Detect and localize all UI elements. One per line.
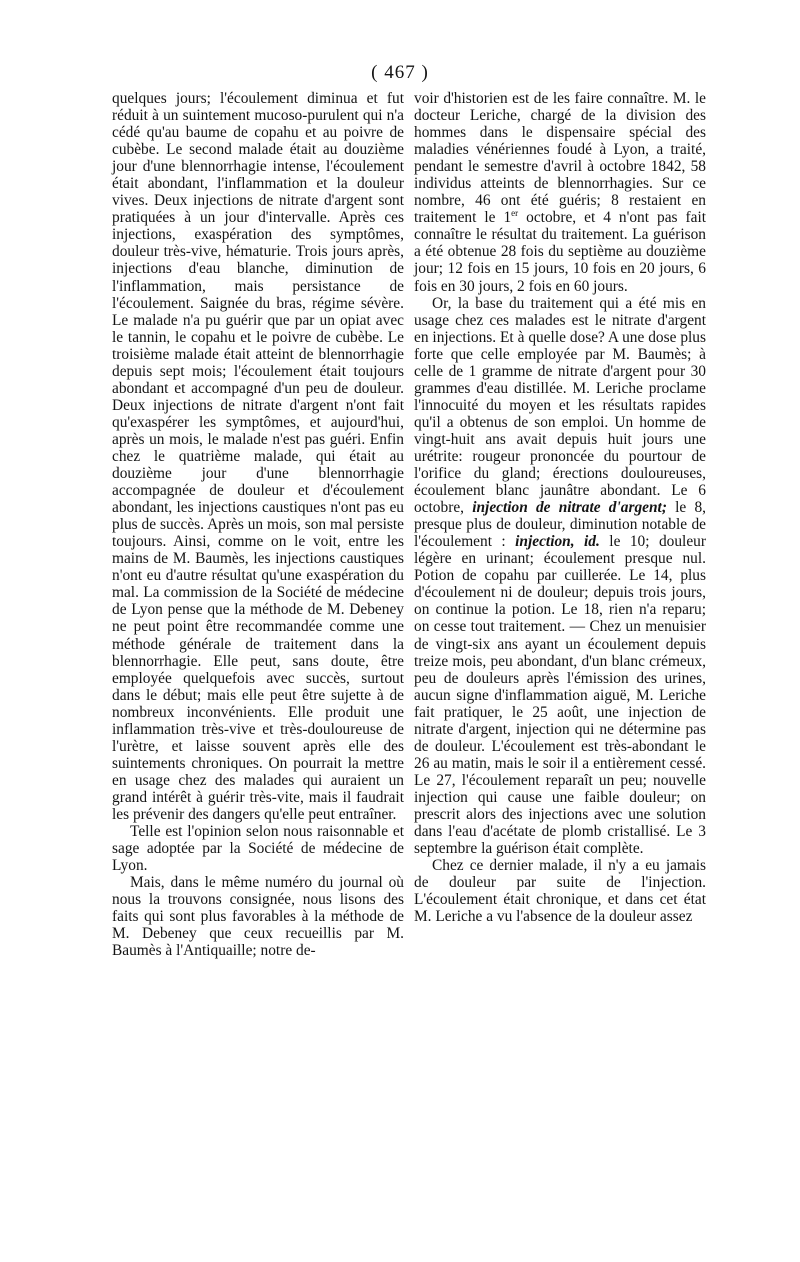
left-paragraph-3: Mais, dans le même numéro du journal où nous la trouvons consignée, nous lisons des faits qui sont plus favorables à la méthode de M. Debeney que ceux recueillis par M. Baumès à l'Antiquaille; notre de-: [112, 874, 404, 960]
page-number: ( 467 ): [371, 62, 429, 83]
left-column: [112, 90, 404, 959]
right-p1-text-a: voir d'historien est de les faire connaître. M. le docteur Leriche, chargé de la division des hommes dans le dispensaire spécial des maladies vénériennes foudé à Lyon, a traité, pendant le semestre d'avril à octobre 1842, 58 individus atteints de blennorrhagies. Sur ce nombre, 46 ont été guéris; 8 restaient en traitement le 1: [414, 90, 706, 227]
left-paragraph-1: quelques jours; l'écoulement diminua et fut réduit à un suintement mucoso-purulent qui n'a cédé qu'au baume de copahu et au poivre de cubèbe. Le second malade était au douzième jour d'une blennorrhagie intense, l'écoulement était abondant, l'inflammation et la douleur vives. Deux injections de nitrate d'argent sont pratiquées à un jour d'intervalle. Après ces injections, exaspération des symptômes, douleur très-vive, hématurie. Trois jours après, injections d'eau blanche, diminution de l'inflammation, mais persistance de l'écoulement. Saignée du bras, régime sévère. Le malade n'a pu guérir que par un opiat avec le tannin, le copahu et le poivre de cubèbe. Le troisième malade était atteint de blennorrhagie depuis sept mois; l'écoulement était toujours abondant et accompagné d'un peu de douleur. Deux injections de nitrate d'argent n'ont fait qu'exaspérer les symptômes, et aujourd'hui, après un mois, le malade n'est pas guéri. Enfin chez le quatrième malade, qui était au douzième jour d'une blennorrhagie accompagnée de douleur et d'écoulement abondant, les injections caustiques n'ont pas eu plus de succès. Après un mois, son mal persiste toujours. Ainsi, comme on le voit, entre les mains de M. Baumès, les injections caustiques n'ont eu d'autre résultat qu'une exaspération du mal. La commission de la Société de médecine de Lyon pense que la méthode de M. Debeney ne peut point être recommandée comme une méthode générale de traitement dans la blennorrhagie. Elle peut, sans doute, être employée quelquefois avec succès, surtout dans le début; mais elle peut être sujette à de nombreux inconvénients. Elle produit une inflammation très-vive et très-douloureuse de l'urètre, et laisse souvent après elle des suintements chroniques. On pourrait la mettre en usage chez des malades qui auraient un grand intérêt à guérir très-vite, mais il faudrait les prévenir des dangers qu'elle peut entraîner.: [112, 90, 404, 823]
ordinal-superscript: er: [511, 208, 519, 219]
right-p2-text-c: le 10; douleur légère en urinant; écoulement presque nul. Potion de copahu par cuillerée. Le 14, plus d'écoulement ni de douleur; depuis trois jours, on continue la potion. Le 18, rien n'a reparu; on cesse tout traitement. — Chez un menuisier de vingt-six ans ayant un écoulement depuis treize mois, peu abondant, d'un blanc crémeux, peu de douleurs après l'émission des urines, aucun signe d'inflammation aiguë, M. Leriche fait pratiquer, le 25 août, une injection de nitrate d'argent, injection qui ne détermine pas de douleur. L'écoulement est très-abondant le 26 au matin, mais le soir il a entièrement cessé. Le 27, l'écoulement reparaît un peu; nouvelle injection qui cause une faible douleur; on prescrit alors des injections avec une solution dans l'eau d'acétate de plomb cristallisé. Le 3 septembre la guérison était complète.: [414, 533, 706, 858]
right-p2-text-a: Or, la base du traitement qui a été mis en usage chez ces malades est le nitrate d'argent en injections. Et à quelle dose? A une dose plus forte que celle employée par M. Baumès; à celle de 1 gramme de nitrate d'argent pour 30 grammes d'eau distillée. M. Leriche proclame l'innocuité du moyen et les résultats rapides qu'il a obtenus de son emploi. Un homme de vingt-huit ans avait depuis huit jours une urétrite: rougeur prononcée du pourtour de l'orifice du gland; érections douloureuses, écoulement blanc jaunâtre abondant. Le 6 octobre,: [414, 294, 706, 517]
italic-injection-id: injection, id.: [515, 533, 600, 551]
right-paragraph-1: [414, 90, 706, 295]
right-p2-text-b: le 8, presque plus de douleur, diminution notable de l'écoulement :: [414, 499, 706, 551]
italic-injection-phrase: injection de nitrate d'argent;: [472, 499, 667, 517]
right-paragraph-2: [414, 295, 706, 858]
left-paragraph-2: Telle est l'opinion selon nous raisonnable et sage adoptée par la Société de médecine de Lyon.: [112, 823, 404, 875]
right-p1-text-b: octobre, et 4 n'ont pas fait connaître le résultat du traitement. La guérison a été obtenue 28 fois du septième au douzième jour; 12 fois en 15 jours, 10 fois en 20 jours, 6 fois en 30 jours, 2 fois en 60 jours.: [414, 209, 706, 295]
right-paragraph-3: Chez ce dernier malade, il n'y a eu jamais de douleur par suite de l'injection. L'écoulement était chronique, et dans cet état M. Leriche a vu l'absence de la douleur assez: [414, 857, 706, 926]
right-column: [414, 90, 706, 925]
